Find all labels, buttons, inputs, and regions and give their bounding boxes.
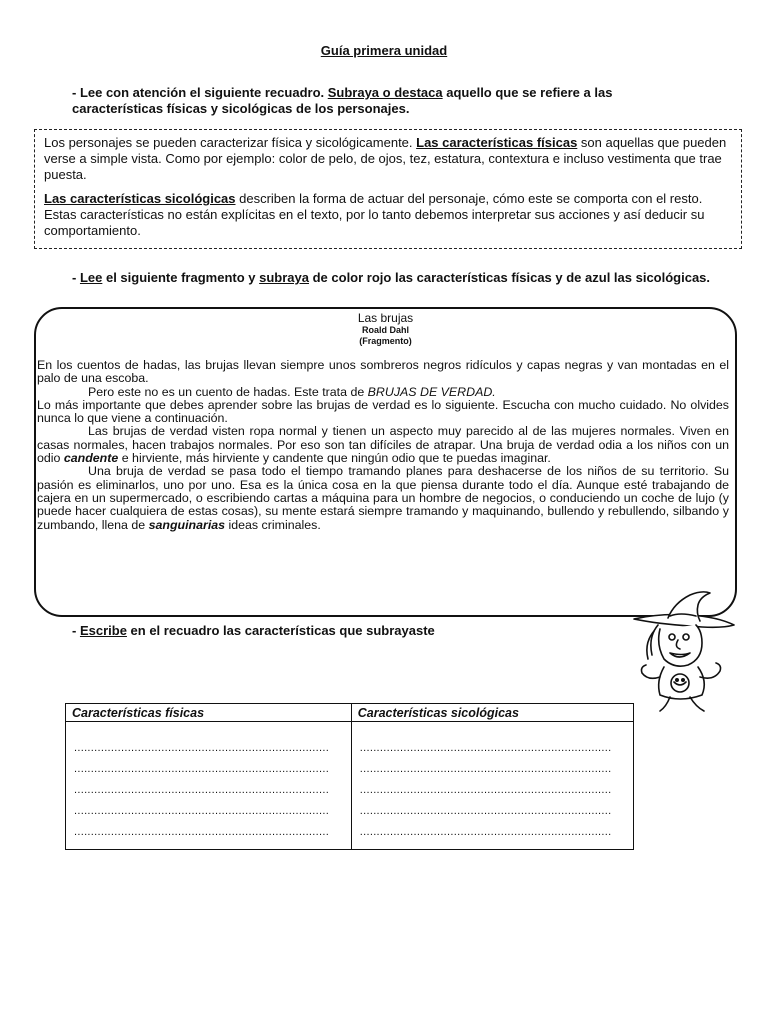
instruction-underline-colors bbox=[72, 270, 712, 286]
instruction-underline: Escribe bbox=[79, 623, 127, 638]
story-text: ideas criminales. bbox=[225, 517, 321, 532]
answer-table bbox=[65, 703, 634, 850]
answer-line[interactable]: ........................................................................... bbox=[359, 763, 612, 775]
instruction-text: - Lee con atención el siguiente recuadro. bbox=[72, 85, 328, 100]
story-body bbox=[37, 359, 729, 532]
instruction-text: - bbox=[72, 623, 80, 638]
info-text: son aquellas que pueden verse a simple vista. Como por ejemplo: color de pelo, de ojos, tez, estatura, contextura e incluso vestimenta que trae puesta. bbox=[44, 135, 727, 182]
story-paragraph: Lo más importante que debes aprender sobre las brujas de verdad es lo siguiente. Escucha con mucho cuidado. No olvides nunca lo que viene a continuación. bbox=[37, 397, 729, 426]
instruction-read bbox=[72, 85, 692, 117]
story-title: Las brujas bbox=[357, 311, 414, 325]
instruction-underline: Subraya o destaca bbox=[327, 85, 443, 100]
instruction-write bbox=[72, 623, 632, 639]
story-paragraph: En los cuentos de hadas, las brujas llevan siempre unos sombreros negros ridículos y capas negras y van montadas en el palo de una escoba. bbox=[37, 358, 729, 386]
instruction-underline: Lee bbox=[79, 270, 103, 285]
answer-line[interactable]: ............................................................................ bbox=[74, 763, 330, 775]
instruction-underline: subraya bbox=[259, 270, 309, 285]
story-author: Roald Dahl bbox=[361, 325, 409, 335]
info-paragraph-psychological bbox=[44, 191, 733, 239]
story-note: (Fragmento) bbox=[359, 336, 412, 346]
story-paragraph bbox=[37, 425, 729, 465]
answer-line[interactable]: ........................................................................... bbox=[359, 805, 612, 817]
instruction-text: el siguiente fragmento y bbox=[102, 270, 260, 285]
instruction-text: en el recuadro las características que subrayaste bbox=[126, 623, 435, 638]
instruction-text: de color rojo las características físicas y de azul las sicológicas. bbox=[309, 270, 711, 285]
story-paragraph bbox=[37, 465, 729, 531]
answer-line[interactable]: ............................................................................ bbox=[74, 826, 330, 838]
term-physical: Las características físicas bbox=[416, 135, 578, 150]
term-psychological: Las características sicológicas bbox=[44, 191, 236, 206]
instruction-text: - bbox=[72, 270, 80, 285]
column-header-physical: Características físicas bbox=[66, 704, 352, 722]
instruction-text: aquello que se refiere a las características físicas y sicológicas de los personajes. bbox=[72, 85, 613, 116]
story-emphasis: sanguinarias bbox=[148, 517, 226, 532]
story-text: Las brujas de verdad visten ropa normal y tienen un aspecto muy parecido al de las mujeres normales. Viven en casas normales, hacen trabajos normales. Por eso son tan difíciles de atrapar. Una bruja de verdad odia a los niños con un odio bbox=[37, 424, 729, 466]
answer-line[interactable]: ............................................................................ bbox=[74, 784, 330, 796]
answer-cell-physical[interactable] bbox=[66, 722, 352, 850]
info-box bbox=[34, 129, 742, 249]
answer-line[interactable]: ............................................................................ bbox=[74, 742, 330, 754]
story-emphasis: candente bbox=[63, 451, 119, 466]
answer-line[interactable]: ........................................................................... bbox=[359, 826, 612, 838]
answer-line[interactable]: ........................................................................... bbox=[359, 742, 612, 754]
answer-line[interactable]: ........................................................................... bbox=[359, 784, 612, 796]
story-emphasis: BRUJAS DE VERDAD. bbox=[367, 384, 496, 399]
story-header bbox=[34, 311, 737, 347]
answer-line[interactable]: ............................................................................ bbox=[74, 805, 330, 817]
answer-cell-psychological[interactable] bbox=[351, 722, 633, 850]
page-title: Guía primera unidad bbox=[320, 43, 448, 58]
info-text: Los personajes se pueden caracterizar física y sicológicamente. bbox=[44, 135, 417, 150]
column-header-psychological: Características sicológicas bbox=[351, 704, 633, 722]
story-text: e hirviente, más hirviente y candente que ningún odio que te puedas imaginar. bbox=[118, 451, 551, 466]
witch-illustration bbox=[630, 585, 740, 715]
story-paragraph bbox=[37, 386, 729, 399]
story-text: Una bruja de verdad se pasa todo el tiempo tramando planes para deshacerse de los niños de su territorio. Su pasión es eliminarlos, uno por uno. Esa es la única cosa en la que piensa durante todo el día. Aunque esté trabajando de cajera en un supermercado, o escribiendo cartas a máquina para un hombre de negocios, o conduciendo un coche de lujo (y puede hacer cualquiera de estas cosas), su mente estará siempre tramando y maquinando, bullendo y rebullendo, silbando y zumbando, llena de bbox=[37, 464, 729, 532]
info-paragraph-physical bbox=[44, 135, 733, 183]
info-text: describen la forma de actuar del personaje, cómo este se comporta con el resto. Estas características no están explícitas en el texto, por lo tanto debemos interpretar sus acciones y así deducir su comportamiento. bbox=[44, 191, 705, 238]
story-text: Pero este no es un cuento de hadas. Este trata de bbox=[88, 384, 368, 399]
